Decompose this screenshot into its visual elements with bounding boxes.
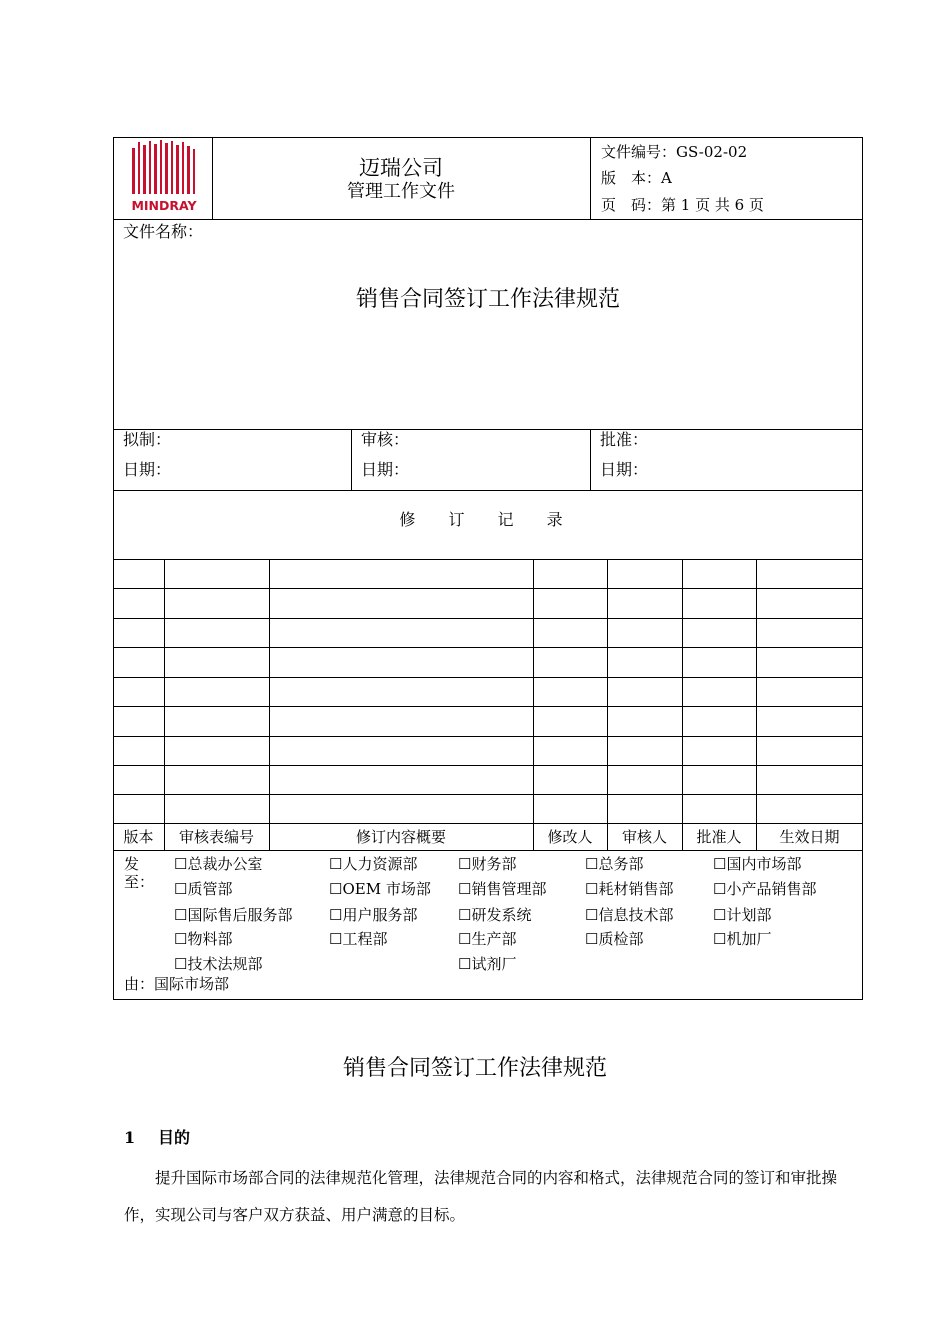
- section-title: 目的: [158, 1128, 191, 1147]
- draft-date-label: 日期：: [123, 460, 172, 479]
- table-row: [113, 794, 863, 795]
- dist-checkbox-item[interactable]: ☐试剂厂: [458, 955, 517, 973]
- svg-text:MINDRAY: MINDRAY: [131, 198, 197, 213]
- dist-checkbox-item[interactable]: ☐总裁办公室: [174, 855, 263, 873]
- dist-checkbox-item[interactable]: ☐总务部: [585, 855, 644, 873]
- dist-checkbox-item[interactable]: ☐OEM 市场部: [329, 880, 431, 898]
- table-row: [113, 647, 863, 648]
- dist-checkbox-item[interactable]: ☐质管部: [174, 880, 233, 898]
- column-divider: [164, 559, 165, 850]
- document-version: 版 本：A: [601, 169, 672, 187]
- send-to-label: 发: [124, 855, 140, 873]
- mindray-logo: [118, 140, 210, 214]
- dist-checkbox-item[interactable]: ☐销售管理部: [458, 880, 547, 898]
- dist-checkbox-item[interactable]: ☐质检部: [585, 930, 644, 948]
- table-row: [113, 736, 863, 737]
- divider: [113, 490, 863, 491]
- divider: [113, 559, 863, 560]
- column-divider: [269, 559, 270, 850]
- divider: [351, 429, 352, 490]
- section-paragraph: 提升国际市场部合同的法律规范化管理，法律规范合同的内容和格式，法律规范合同的签订和审批操作，实现公司与客户双方获益、用户满意的目标。: [124, 1169, 838, 1224]
- column-header-effective-date: 生效日期: [779, 828, 840, 846]
- column-divider: [533, 559, 534, 850]
- column-header-approver: 批准人: [696, 828, 742, 846]
- dist-checkbox-item[interactable]: ☐国内市场部: [713, 855, 802, 873]
- table-row: [113, 706, 863, 707]
- dist-checkbox-item[interactable]: ☐耗材销售部: [585, 880, 674, 898]
- column-divider: [756, 559, 757, 850]
- dist-checkbox-item[interactable]: ☐人力资源部: [329, 855, 418, 873]
- dist-checkbox-item[interactable]: ☐机加厂: [713, 930, 772, 948]
- dist-checkbox-item[interactable]: ☐技术法规部: [174, 955, 263, 973]
- company-name: 迈瑞公司: [359, 156, 443, 180]
- approve-date-label: 日期：: [600, 460, 649, 479]
- table-row: [113, 588, 863, 589]
- column-header-modifier: 修改人: [547, 828, 593, 846]
- review-date-label: 日期：: [361, 460, 410, 479]
- divider: [113, 850, 863, 851]
- document-name-label: 文件名称：: [123, 222, 204, 241]
- divider: [590, 429, 591, 490]
- divider: [113, 219, 863, 220]
- column-header-review-form-no: 审核表编号: [178, 828, 254, 846]
- column-header-reviewer: 审核人: [621, 828, 667, 846]
- column-divider: [607, 559, 608, 850]
- draft-label: 拟制：: [123, 430, 172, 449]
- dist-checkbox-item[interactable]: ☐财务部: [458, 855, 517, 873]
- dist-checkbox-item[interactable]: ☐用户服务部: [329, 906, 418, 924]
- column-header-version: 版本: [123, 828, 154, 846]
- dist-checkbox-item[interactable]: ☐物料部: [174, 930, 233, 948]
- document-type: 管理工作文件: [347, 181, 455, 202]
- table-row: [113, 677, 863, 678]
- divider: [113, 429, 863, 430]
- dist-checkbox-item[interactable]: ☐研发系统: [458, 906, 532, 924]
- send-to-label-2: 至：: [124, 873, 155, 891]
- dist-checkbox-item[interactable]: ☐生产部: [458, 930, 517, 948]
- document-number: 文件编号：GS-02-02: [601, 143, 748, 161]
- table-row: [113, 765, 863, 766]
- table-row: [113, 618, 863, 619]
- table-row: [113, 823, 863, 824]
- document-title: 销售合同签订工作法律规范: [355, 287, 620, 312]
- revision-record-title: 修 订 记 录: [399, 510, 577, 529]
- dist-checkbox-item[interactable]: ☐工程部: [329, 930, 388, 948]
- page-info: 页 码：第 1 页 共 6 页: [601, 196, 764, 214]
- dist-checkbox-item[interactable]: ☐信息技术部: [585, 906, 674, 924]
- review-label: 审核：: [361, 430, 410, 449]
- approve-label: 批准：: [600, 430, 649, 449]
- section-number: 1: [124, 1128, 136, 1147]
- dist-checkbox-item[interactable]: ☐小产品销售部: [713, 880, 817, 898]
- dist-checkbox-item[interactable]: ☐国际售后服务部: [174, 906, 293, 924]
- issued-by-label: 由：国际市场部: [124, 975, 230, 993]
- page-title: 销售合同签订工作法律规范: [342, 1056, 607, 1081]
- divider: [590, 137, 591, 219]
- column-header-revision-summary: 修订内容概要: [355, 828, 446, 846]
- column-divider: [682, 559, 683, 850]
- dist-checkbox-item[interactable]: ☐计划部: [713, 906, 772, 924]
